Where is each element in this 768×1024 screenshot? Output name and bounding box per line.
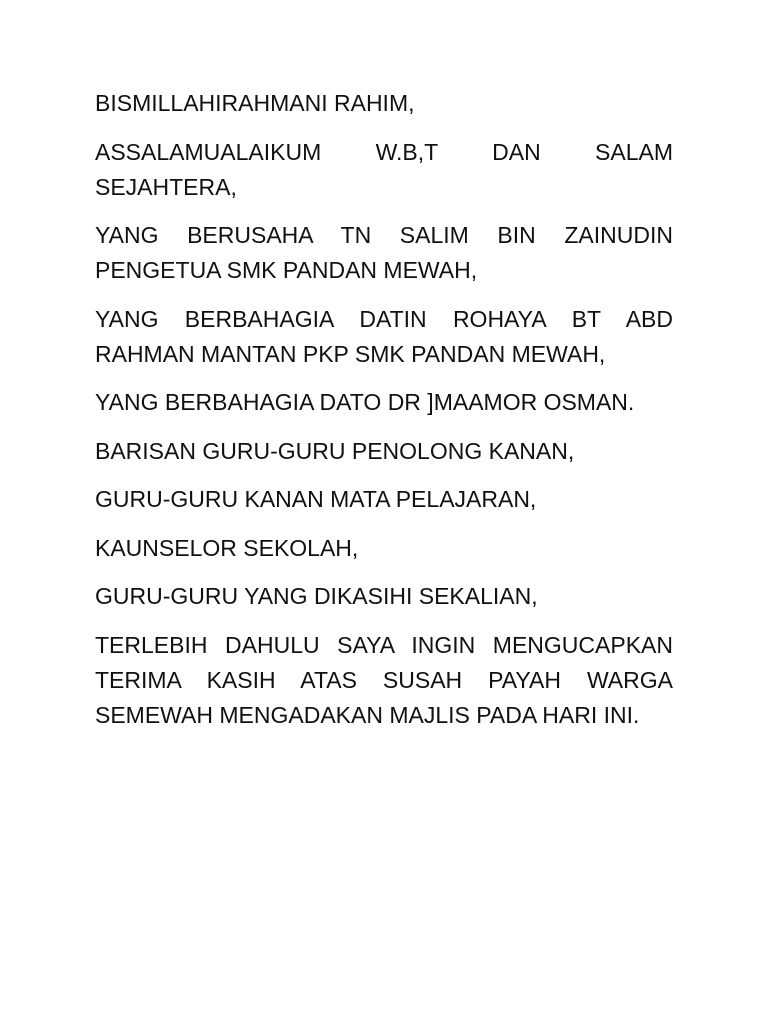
paragraph-datin: YANG BERBAHAGIA DATIN ROHAYA BT ABD RAHMAN MANTAN PKP SMK PANDAN MEWAH, (95, 305, 673, 367)
document-body (95, 86, 673, 746)
paragraph-dato: YANG BERBAHAGIA DATO DR ]MAAMOR OSMAN. (95, 389, 635, 415)
paragraph-teachers: GURU-GURU YANG DIKASIHI SEKALIAN, (95, 583, 538, 609)
paragraph-counselor: KAUNSELOR SEKOLAH, (95, 534, 359, 561)
paragraph-principal: YANG BERUSAHA TN SALIM BIN ZAINUDIN PENGETUA SMK PANDAN MEWAH, (95, 222, 673, 283)
paragraph-senior-subject-teachers: GURU-GURU KANAN MATA PELAJARAN, (95, 486, 537, 512)
paragraph-opening: BISMILLAHIRAHMANI RAHIM, (95, 90, 415, 116)
paragraph-thanks: TERLEBIH DAHULU SAYA INGIN MENGUCAPKAN TERIMA KASIH ATAS SUSAH PAYAH WARGA SEMEWAH MENGADAKAN MAJLIS PADA HARI INI. (95, 631, 673, 728)
paragraph-senior-assistants: BARISAN GURU-GURU PENOLONG KANAN, (95, 437, 575, 464)
paragraph-greeting: ASSALAMUALAIKUM W.B,T DAN SALAM SEJAHTERA, (95, 138, 673, 200)
